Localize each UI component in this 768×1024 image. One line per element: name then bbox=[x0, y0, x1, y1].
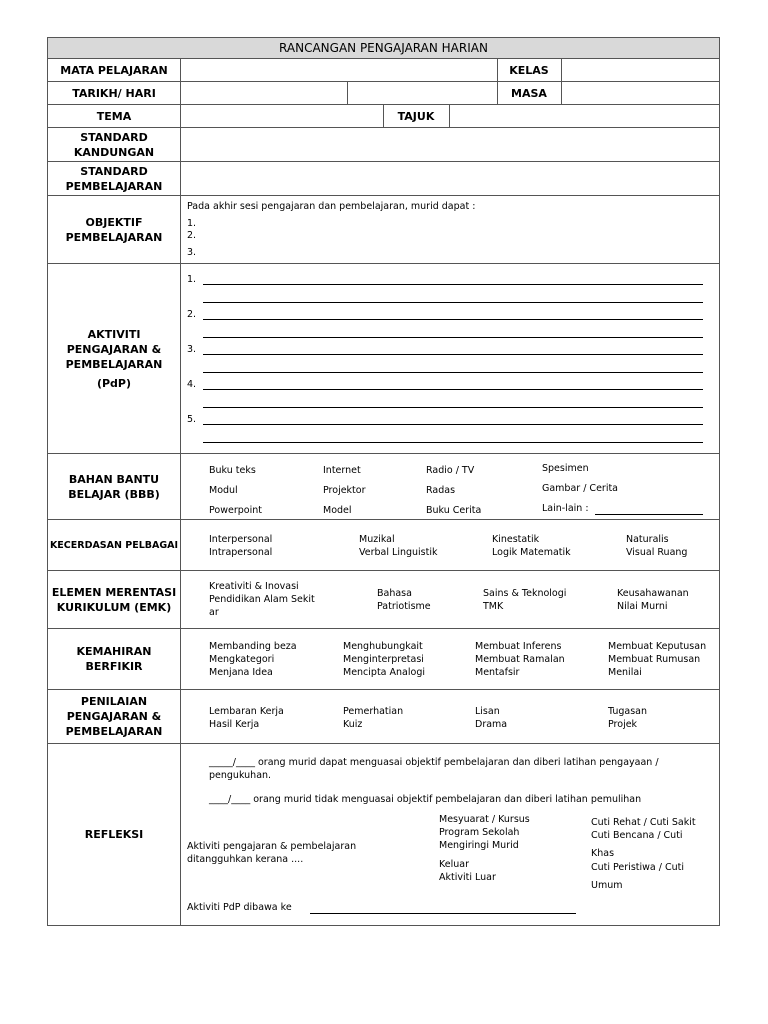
kemahiran-option[interactable]: Mentafsir bbox=[475, 667, 520, 678]
penilaian-option[interactable]: Drama bbox=[475, 719, 508, 730]
row-standard-kandungan bbox=[47, 127, 720, 162]
penilaian-option[interactable]: Tugasan bbox=[608, 706, 648, 717]
kemahiran-option[interactable]: Membuat Keputusan bbox=[608, 641, 707, 652]
row-standard-pembelajaran bbox=[47, 161, 720, 196]
row-refleksi bbox=[47, 743, 720, 926]
bbb-option[interactable]: Modul bbox=[209, 485, 238, 496]
reason-option[interactable]: Cuti Rehat / Cuti Sakit bbox=[591, 817, 696, 828]
emk-option[interactable]: Patriotisme bbox=[377, 601, 431, 612]
kecerdasan-option[interactable]: Interpersonal bbox=[209, 534, 273, 545]
row-aktiviti bbox=[47, 263, 720, 454]
kemahiran-option[interactable]: Mencipta Analogi bbox=[343, 667, 425, 678]
kemahiran-option[interactable]: Menjana Idea bbox=[209, 667, 273, 678]
ditangguh-text: Aktiviti pengajaran & pembelajaran bbox=[187, 841, 357, 852]
kemahiran-option[interactable]: Menilai bbox=[608, 667, 642, 678]
row-emk bbox=[47, 570, 720, 629]
write-line[interactable] bbox=[203, 372, 703, 373]
aktiviti-number: 1. bbox=[187, 274, 197, 285]
bbb-option[interactable]: Model bbox=[323, 505, 352, 516]
label-aktiviti-main: AKTIVITI PENGAJARAN & PEMBELAJARAN bbox=[65, 327, 163, 371]
reason-option[interactable]: Program Sekolah bbox=[439, 827, 520, 838]
write-line[interactable] bbox=[203, 389, 703, 390]
penilaian-option[interactable]: Kuiz bbox=[343, 719, 363, 730]
penilaian-option[interactable]: Projek bbox=[608, 719, 638, 730]
refleksi-line: pengukuhan. bbox=[209, 770, 272, 781]
objektif-intro: Pada akhir sesi pengajaran dan pembelajaran, murid dapat : bbox=[187, 201, 476, 212]
write-line[interactable] bbox=[203, 302, 703, 303]
write-line[interactable] bbox=[203, 354, 703, 355]
kecerdasan-option[interactable]: Muzikal bbox=[359, 534, 395, 545]
objektif-item: 3. bbox=[187, 247, 197, 258]
dibawa-line[interactable] bbox=[310, 913, 576, 914]
label-tarikh-hari: TARIKH/ HARI bbox=[48, 82, 181, 104]
label-emk: ELEMEN MERENTASI KURIKULUM (EMK) bbox=[48, 571, 181, 628]
emk-option: ar bbox=[209, 607, 219, 618]
row-kemahiran bbox=[47, 628, 720, 690]
bbb-option[interactable]: Powerpoint bbox=[209, 505, 262, 516]
input-tarikh[interactable] bbox=[181, 82, 347, 104]
row-mata-pelajaran bbox=[47, 58, 720, 82]
reason-option: Khas bbox=[591, 848, 615, 859]
aktiviti-number: 4. bbox=[187, 379, 197, 390]
reason-option[interactable]: Mengiringi Murid bbox=[439, 840, 519, 851]
aktiviti-number: 3. bbox=[187, 344, 197, 355]
emk-content bbox=[181, 571, 719, 628]
label-tajuk: TAJUK bbox=[397, 109, 435, 123]
kecerdasan-option[interactable]: Intrapersonal bbox=[209, 547, 273, 558]
emk-option[interactable]: Bahasa bbox=[377, 588, 412, 599]
input-masa[interactable] bbox=[561, 82, 719, 104]
kemahiran-option[interactable]: Membuat Ramalan bbox=[475, 654, 565, 665]
row-penilaian bbox=[47, 689, 720, 744]
input-mata-pelajaran[interactable] bbox=[181, 59, 497, 81]
refleksi-line: ____/____ orang murid tidak menguasai objektif pembelajaran dan diberi latihan pemulihan bbox=[209, 794, 642, 805]
kemahiran-option[interactable]: Mengkategori bbox=[209, 654, 275, 665]
label-aktiviti bbox=[48, 264, 181, 453]
objektif-item: 1. bbox=[187, 218, 197, 229]
emk-option[interactable]: TMK bbox=[483, 601, 504, 612]
aktiviti-number: 5. bbox=[187, 414, 197, 425]
penilaian-content bbox=[181, 690, 719, 743]
write-line[interactable] bbox=[203, 442, 703, 443]
reason-option[interactable]: Cuti Bencana / Cuti bbox=[591, 830, 683, 841]
label-objektif: OBJEKTIF PEMBELAJARAN bbox=[48, 196, 181, 263]
bbb-content bbox=[181, 454, 719, 519]
bbb-option[interactable]: Buku Cerita bbox=[426, 505, 482, 516]
label-bbb: BAHAN BANTU BELAJAR (BBB) bbox=[48, 454, 181, 519]
bbb-option[interactable]: Radio / TV bbox=[426, 465, 475, 476]
bbb-option[interactable]: Projektor bbox=[323, 485, 366, 496]
emk-option[interactable]: Sains & Teknologi bbox=[483, 588, 567, 599]
input-standard-pembelajaran[interactable] bbox=[181, 162, 719, 195]
row-bbb bbox=[47, 453, 720, 520]
bbb-option[interactable]: Gambar / Cerita bbox=[542, 483, 619, 494]
emk-option[interactable]: Keusahawanan bbox=[617, 588, 689, 599]
bbb-option[interactable]: Radas bbox=[426, 485, 456, 496]
input-tema[interactable] bbox=[181, 105, 383, 127]
write-line[interactable] bbox=[203, 424, 703, 425]
label-standard-kandungan: STANDARD KANDUNGAN bbox=[48, 128, 181, 161]
emk-option[interactable]: Kreativiti & Inovasi bbox=[209, 581, 299, 592]
form-title: RANCANGAN PENGAJARAN HARIAN bbox=[279, 41, 488, 55]
bbb-option[interactable]: Spesimen bbox=[542, 463, 589, 474]
row-kecerdasan bbox=[47, 519, 720, 571]
label-penilaian: PENILAIAN PENGAJARAN & PEMBELAJARAN bbox=[48, 690, 181, 743]
form-title-row bbox=[47, 37, 720, 59]
bbb-option[interactable]: Lain-lain : bbox=[542, 503, 589, 514]
write-line[interactable] bbox=[203, 337, 703, 338]
kemahiran-option[interactable]: Menginterpretasi bbox=[343, 654, 424, 665]
label-aktiviti-pdp: (PdP) bbox=[96, 376, 132, 390]
penilaian-option[interactable]: Pemerhatian bbox=[343, 706, 404, 717]
ditangguh-text: ditangguhkan kerana .... bbox=[187, 854, 304, 865]
dibawa-text: Aktiviti PdP dibawa ke bbox=[187, 902, 292, 913]
write-line[interactable] bbox=[203, 407, 703, 408]
aktiviti-content[interactable] bbox=[181, 264, 719, 453]
kemahiran-option[interactable]: Membanding beza bbox=[209, 641, 297, 652]
kecerdasan-option[interactable]: Logik Matematik bbox=[492, 547, 571, 558]
objektif-content[interactable] bbox=[181, 196, 719, 263]
reason-option[interactable]: Keluar bbox=[439, 859, 469, 870]
kemahiran-option[interactable]: Membuat Rumusan bbox=[608, 654, 701, 665]
kecerdasan-option[interactable]: Naturalis bbox=[626, 534, 669, 545]
bbb-option[interactable]: Internet bbox=[323, 465, 361, 476]
kemahiran-option[interactable]: Menghubungkait bbox=[343, 641, 423, 652]
lesson-plan-form bbox=[47, 37, 720, 926]
input-standard-kandungan[interactable] bbox=[181, 128, 719, 161]
row-tarikh bbox=[47, 81, 720, 105]
write-line[interactable] bbox=[203, 284, 703, 285]
label-kelas: KELAS bbox=[509, 63, 549, 77]
lain-lain-line[interactable] bbox=[595, 514, 703, 515]
refleksi-line: _____/____ orang murid dapat menguasai objektif pembelajaran dan diberi latihan pengayaan / bbox=[209, 757, 659, 768]
reason-option[interactable]: Cuti Peristiwa / Cuti bbox=[591, 862, 684, 873]
penilaian-option[interactable]: Hasil Kerja bbox=[209, 719, 260, 730]
kecerdasan-option[interactable]: Verbal Linguistik bbox=[359, 547, 438, 558]
label-standard-pembelajaran: STANDARD PEMBELAJARAN bbox=[48, 162, 181, 195]
label-tema: TEMA bbox=[48, 105, 181, 127]
emk-option[interactable]: Pendidikan Alam Sekit bbox=[209, 594, 315, 605]
row-tema bbox=[47, 104, 720, 128]
kecerdasan-content bbox=[181, 520, 719, 570]
label-mata-pelajaran: MATA PELAJARAN bbox=[48, 59, 181, 81]
penilaian-option[interactable]: Lisan bbox=[475, 706, 500, 717]
aktiviti-number: 2. bbox=[187, 309, 197, 320]
objektif-item: 2. bbox=[187, 230, 197, 241]
label-kemahiran: KEMAHIRAN BERFIKIR bbox=[48, 629, 181, 689]
input-tajuk[interactable] bbox=[449, 105, 719, 127]
kecerdasan-option[interactable]: Visual Ruang bbox=[626, 547, 688, 558]
reason-option[interactable]: Aktiviti Luar bbox=[439, 872, 496, 883]
bbb-option[interactable]: Buku teks bbox=[209, 465, 256, 476]
label-refleksi: REFLEKSI bbox=[48, 744, 181, 925]
penilaian-option[interactable]: Lembaran Kerja bbox=[209, 706, 284, 717]
kemahiran-content bbox=[181, 629, 719, 689]
write-line[interactable] bbox=[203, 319, 703, 320]
input-kelas[interactable] bbox=[561, 59, 719, 81]
label-masa: MASA bbox=[511, 86, 547, 100]
label-kecerdasan: KECERDASAN PELBAGAI bbox=[48, 520, 181, 570]
kemahiran-option[interactable]: Membuat Inferens bbox=[475, 641, 562, 652]
row-objektif bbox=[47, 195, 720, 264]
input-hari[interactable] bbox=[347, 82, 497, 104]
emk-option[interactable]: Nilai Murni bbox=[617, 601, 668, 612]
reason-option: Umum bbox=[591, 880, 623, 891]
kecerdasan-option[interactable]: Kinestatik bbox=[492, 534, 540, 545]
reason-option[interactable]: Mesyuarat / Kursus bbox=[439, 814, 530, 825]
refleksi-content[interactable] bbox=[181, 744, 719, 925]
